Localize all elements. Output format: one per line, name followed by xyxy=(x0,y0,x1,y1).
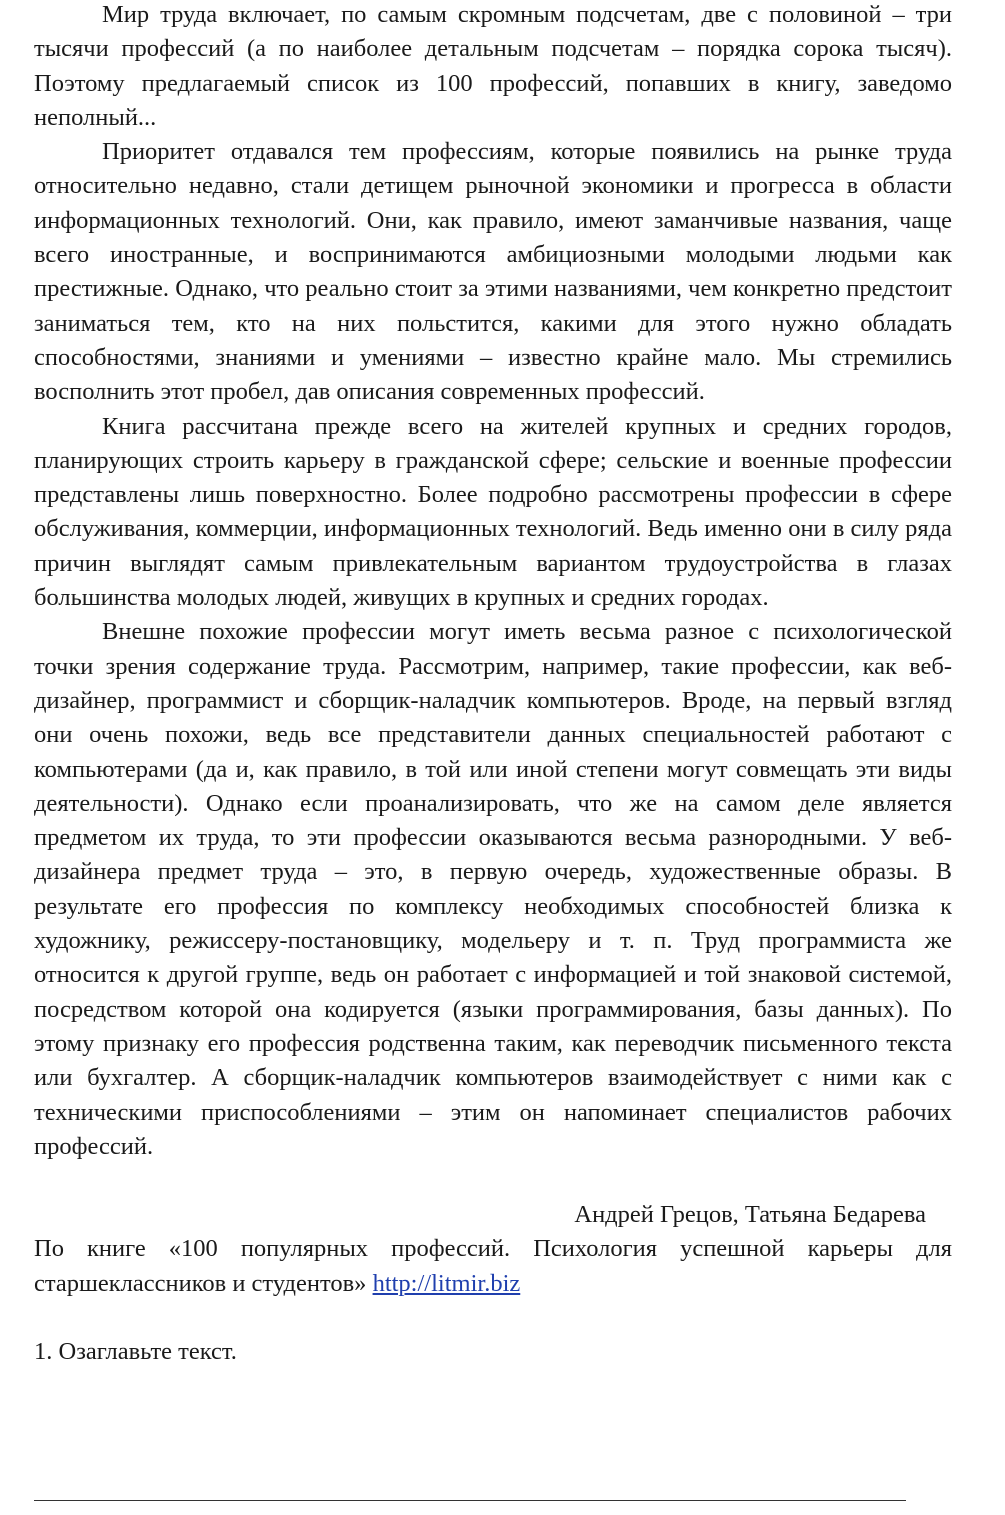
paragraph-1: Мир труда включает, по самым скромным подсчетам, две с половиной – три тысячи профессий (а по наиболее детальным подсчетам – порядка сорока тысяч). Поэтому предлагаемый список из 100 профессий, попавших в книгу, заведомо неполный... xyxy=(34,1,952,131)
task-question: 1. Озаглавьте текст. xyxy=(34,1337,237,1365)
author-line: Андрей Грецов, Татьяна Бедарева xyxy=(574,1201,926,1229)
source-link[interactable]: http://litmir.biz xyxy=(372,1269,521,1297)
document-page xyxy=(34,0,952,1369)
answer-line[interactable] xyxy=(34,1500,906,1501)
paragraph-4: Внешне похожие профессии могут иметь весьма разное с психологической точки зрения содержание труда. Рассмотрим, например, такие профессии, как веб-дизайнер, программист и сборщик-наладчик компьютеров. Вроде, на первый взгляд они очень похожи, ведь все представители данных специальностей работают с компьютерами (да и, как правило, в той или иной степени могут совмещать эти виды деятельности). Однако если проанализировать, что же на самом деле является предметом их труда, то эти профессии оказываются весьма разнородными. У веб-дизайнера предмет труда – это, в первую очередь, художественные образы. В результате его профессия по комплексу необходимых способностей близка к художнику, режиссеру-постановщику, модельеру и т. п. Труд программиста же относится к другой группе, ведь он работает с информацией и той знаковой системой, посредством которой она кодируется (языки программирования, базы данных). По этому признаку его профессия родственна таким, как переводчик письменного текста или бухгалтер. А сборщик-наладчик компьютеров взаимодействует с ними как с техническими приспособлениями – этим он напоминает специалистов рабочих профессий. xyxy=(34,618,952,1160)
spacer xyxy=(34,1164,952,1198)
spacer xyxy=(34,1301,952,1335)
source-text: По книге «100 популярных профессий. Психология успешной карьеры для старшеклассников и студентов» xyxy=(34,1235,952,1297)
paragraph-2: Приоритет отдавался тем профессиям, которые появились на рынке труда относительно недавно, стали детищем рыночной экономики и прогресса в области информационных технологий. Они, как правило, имеют заманчивые названия, чаще всего иностранные, и воспринимаются амбициозными молодыми людьми как престижные. Однако, что реально стоит за этими названиями, чем конкретно предстоит заниматься тем, кто на них польстится, какими для этого нужно обладать способностями, знаниями и умениями – известно крайне мало. Мы стремились восполнить этот пробел, дав описания современных профессий. xyxy=(34,138,952,406)
source-citation xyxy=(34,1232,952,1301)
paragraph-3: Книга рассчитана прежде всего на жителей крупных и средних городов, планирующих строить карьеру в гражданской сфере; сельские и военные профессии представлены лишь поверхностно. Более подробно рассмотрены профессии в сфере обслуживания, коммерции, информационных технологий. Ведь именно они в силу ряда причин выглядят самым привлекательным вариантом трудоустройства в глазах большинства молодых людей, живущих в крупных и средних городах. xyxy=(34,412,952,612)
